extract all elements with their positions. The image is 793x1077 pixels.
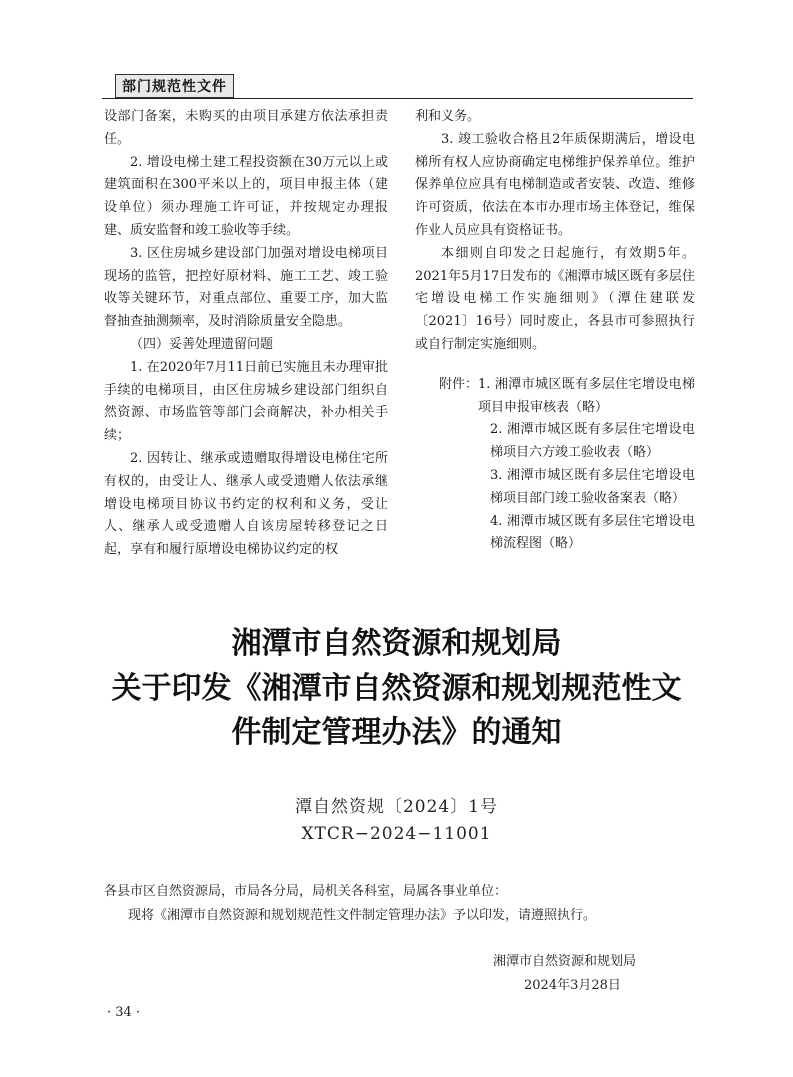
section-heading: （四）妥善处理遗留问题 — [130, 336, 274, 352]
signature-organization: 湘潭市自然资源和规划局 — [493, 954, 637, 969]
document-number: 潭自然资规〔2024〕1号 — [294, 797, 499, 817]
left-column — [104, 106, 388, 562]
notice-title-line: 关于印发《湘潭市自然资源和规划规范性文 — [111, 670, 682, 706]
paragraph: 本细则自印发之日起施行，有效期5年。2021年5月17日发布的《湘潭市城区既有多层住宅增设电梯工作实施细则》（潭住建联发〔2021〕16号）同时废止，各县市可参照执行或自行制定实施细则。 — [415, 245, 695, 352]
paragraph: 2. 因转让、继承或遗赠取得增设电梯住宅所有权的，由受让人、继承人或受遗赠人依法承继增设电梯项目协议书约定的权利和义务，受让人、继承人或受遗赠人自该房屋转移登记之日起，享有和履行原增设电梯协议约定的权 — [104, 450, 388, 558]
addressee: 各县市区自然资源局，市局各分局，局机关各科室，局属各事业单位： — [104, 884, 508, 899]
paragraph: 3. 竣工验收合格且2年质保期满后，增设电梯所有权人应协商确定电梯维护保养单位。维护保养单位应具有电梯制造或者安装、改造、维修许可资质，依法在本市办理市场主体登记，维保作业人员应具有资格证书。 — [415, 131, 695, 238]
attachments-list — [415, 374, 695, 556]
registration-number: XTCR−2024−11001 — [301, 824, 492, 844]
attachment-item: 4. 湘潭市城区既有多层住宅增设电梯流程图（略） — [490, 513, 695, 552]
header-rule — [102, 98, 693, 99]
paragraph: 3. 区住房城乡建设部门加强对增设电梯项目现场的监管，把控好原材料、施工工艺、竣工验收等关键环节，对重点部位、重要工序，加大监督抽查抽测频率，及时消除质量安全隐患。 — [104, 245, 388, 330]
notice-title-line: 湘潭市自然资源和规划局 — [231, 626, 562, 661]
signature-date: 2024年3月28日 — [524, 978, 621, 993]
notice-body: 现将《湘潭市自然资源和规划规范性文件制定管理办法》予以印发，请遵照执行。 — [128, 908, 597, 923]
section-label: 部门规范性文件 — [115, 74, 234, 98]
notice-title — [100, 622, 693, 756]
attachments-label: 附件： — [439, 376, 479, 392]
paragraph: 利和义务。 — [415, 109, 481, 124]
right-column — [415, 106, 695, 556]
notice-title-line: 件制定管理办法》的通知 — [231, 715, 562, 750]
paragraph: 2. 增设电梯土建工程投资额在30万元以上或建筑面积在300平米以上的，项目申报主体（建设单位）须办理施工许可证，并按规定办理报建、质安监督和竣工验收等手续。 — [104, 154, 388, 238]
paragraph: 设部门备案，未购买的由项目承建方依法承担责任。 — [104, 109, 388, 147]
attachment-item: 1. 湘潭市城区既有多层住宅增设电梯项目申报审核表（略） — [478, 376, 695, 415]
page-number: · 34 · — [107, 1005, 141, 1020]
attachment-item: 2. 湘潭市城区既有多层住宅增设电梯项目六方竣工验收表（略） — [490, 422, 695, 461]
attachment-item: 3. 湘潭市城区既有多层住宅增设电梯项目部门竣工验收备案表（略） — [490, 467, 695, 506]
paragraph: 1. 在2020年7月11日前已实施且未办理审批手续的电梯项目，由区住房城乡建设部门组织自然资源、市场监管等部门会商解决，补办相关手续； — [104, 359, 388, 444]
